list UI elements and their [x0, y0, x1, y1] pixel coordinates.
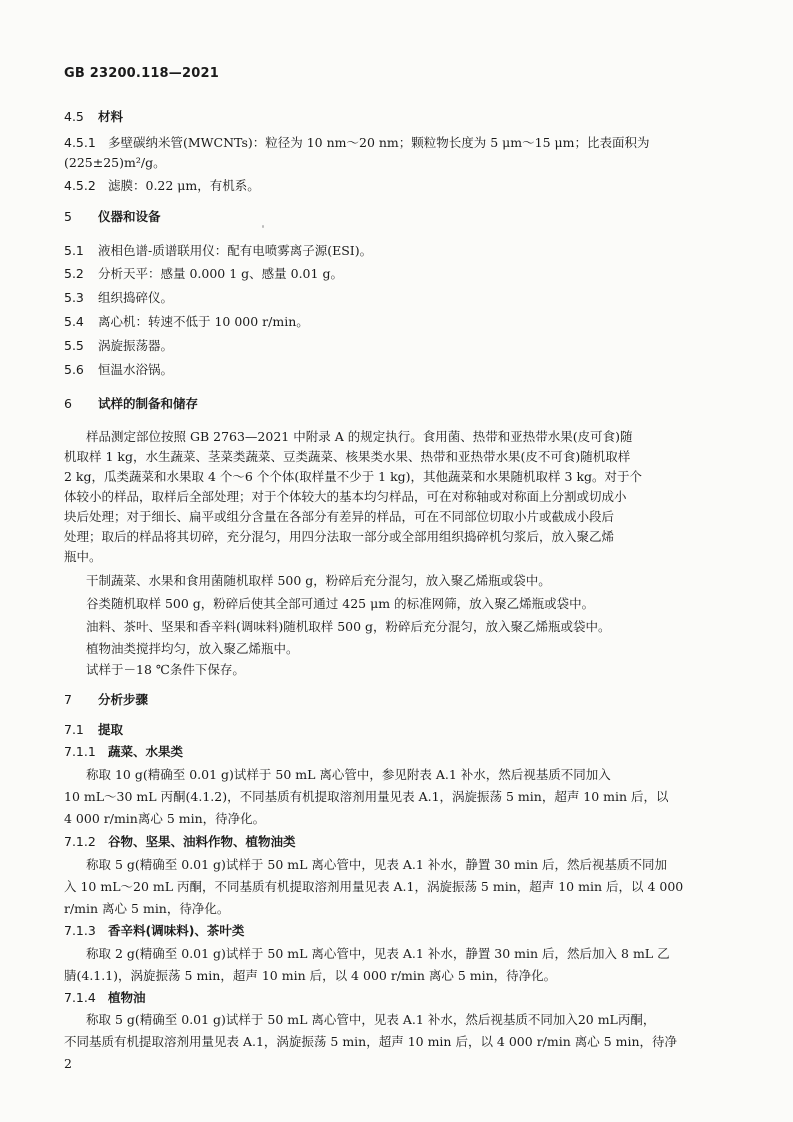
section-number: 7.1.4	[64, 990, 96, 1005]
item-5-5	[64, 336, 734, 356]
section-title: 试样的制备和储存	[98, 396, 199, 411]
paragraph-line: 油料、茶叶、坚果和香辛料(调味料)随机取样 500 g，粉碎后充分混匀，放入聚乙烯瓶或袋中。	[86, 619, 611, 634]
section-7-heading	[64, 690, 734, 710]
item-text: 离心机：转速不低于 10 000 r/min。	[98, 314, 309, 329]
item-4-5-1-cont: (225±25)m²/g。	[64, 155, 166, 170]
section-7-1-3-heading	[64, 921, 734, 941]
paragraph-line: 称取 10 g(精确至 0.01 g)试样于 50 mL 离心管中，参见附表 A.1 补水，然后视基质不同加入	[86, 767, 611, 782]
paragraph-line: 不同基质有机提取溶剂用量见表 A.1，涡旋振荡 5 min，超声 10 min 后，以 4 000 r/min 离心 5 min，待净	[64, 1034, 678, 1049]
item-number: 5.4	[64, 314, 84, 329]
section-number: 7.1.1	[64, 744, 96, 759]
section-7-1-heading	[64, 720, 734, 740]
section-title: 蔬菜、水果类	[108, 744, 184, 759]
section-4-5-heading	[64, 107, 734, 127]
section-title: 植物油	[108, 990, 146, 1005]
section-7-1-2-heading	[64, 832, 734, 852]
paragraph-line: 植物油类搅拌均匀，放入聚乙烯瓶中。	[86, 641, 299, 656]
section-number: 6	[64, 396, 72, 411]
item-5-4	[64, 312, 734, 332]
paragraph-line: 4 000 r/min离心 5 min，待净化。	[64, 811, 266, 826]
section-number: 4.5	[64, 109, 84, 124]
item-text: 涡旋振荡器。	[98, 338, 174, 353]
paragraph-line: 干制蔬菜、水果和食用菌随机取样 500 g，粉碎后充分混匀，放入聚乙烯瓶或袋中。	[86, 573, 551, 588]
item-text: 滤膜：0.22 μm，有机系。	[108, 178, 260, 193]
item-text: 分析天平：感量 0.000 1 g、感量 0.01 g。	[98, 266, 343, 281]
section-number: 7	[64, 692, 72, 707]
item-number: 5.5	[64, 338, 84, 353]
item-5-3	[64, 288, 734, 308]
paragraph-line: 2 kg，瓜类蔬菜和水果取 4 个～6 个个体(取样量不少于 1 kg)，其他蔬菜和水果随机取样 3 kg。对于个	[64, 469, 643, 484]
paragraph-line: 样品测定部位按照 GB 2763—2021 中附录 A 的规定执行。食用菌、热带和亚热带水果(皮可食)随	[86, 429, 633, 444]
paragraph-line: 瓶中。	[64, 549, 102, 564]
paragraph-line: 谷类随机取样 500 g，粉碎后使其全部可通过 425 μm 的标准网筛，放入聚乙烯瓶或袋中。	[86, 596, 595, 611]
section-number: 7.1.3	[64, 923, 96, 938]
section-number: 7.1.2	[64, 834, 96, 849]
section-title: 分析步骤	[98, 692, 149, 707]
paragraph-line: 试样于－18 ℃条件下保存。	[86, 662, 245, 677]
item-number: 5.3	[64, 290, 84, 305]
item-number: 4.5.1	[64, 135, 96, 150]
item-text: 组织捣碎仪。	[98, 290, 174, 305]
section-5-heading	[64, 207, 734, 227]
section-title: 材料	[98, 109, 124, 124]
paragraph-line: 称取 5 g(精确至 0.01 g)试样于 50 mL 离心管中，见表 A.1 补水，静置 30 min 后，然后视基质不同加	[86, 857, 668, 872]
paragraph-line: 入 10 mL～20 mL 丙酮，不同基质有机提取溶剂用量见表 A.1，涡旋振荡 5 min，超声 10 min 后，以 4 000	[64, 879, 684, 894]
item-number: 4.5.2	[64, 178, 96, 193]
scan-speck	[262, 225, 264, 228]
paragraph-line: 称取 5 g(精确至 0.01 g)试样于 50 mL 离心管中，见表 A.1 补水，然后视基质不同加入20 mL丙酮，	[86, 1012, 656, 1027]
section-6-heading	[64, 394, 734, 414]
section-title: 仪器和设备	[98, 209, 161, 224]
paragraph-line: r/min 离心 5 min，待净化。	[64, 901, 230, 916]
item-number: 5.1	[64, 243, 84, 258]
item-number: 5.6	[64, 362, 84, 377]
item-4-5-2	[64, 176, 734, 196]
item-text: 多壁碳纳米管(MWCNTs)：粒径为 10 nm～20 nm；颗粒物长度为 5 μm～15 μm；比表面积为	[108, 135, 650, 150]
section-number: 5	[64, 209, 72, 224]
page-number: 2	[64, 1056, 72, 1071]
paragraph-line: 处理；取后的样品将其切碎，充分混匀，用四分法取一部分或全部用组织捣碎机匀浆后，放入聚乙烯	[64, 529, 615, 544]
section-title: 提取	[98, 722, 124, 737]
item-text: 液相色谱-质谱联用仪：配有电喷雾离子源(ESI)。	[98, 243, 373, 258]
item-5-1	[64, 241, 734, 261]
standard-code: GB 23200.118—2021	[64, 66, 219, 81]
paragraph-line: 块后处理；对于细长、扁平或组分含量在各部分有差异的样品，可在不同部位切取小片或截成小段后	[64, 509, 615, 524]
paragraph-line: 体较小的样品，取样后全部处理；对于个体较大的基本均匀样品，可在对称轴或对称面上分割或切成小	[64, 489, 627, 504]
item-text: 恒温水浴锅。	[98, 362, 174, 377]
paragraph-line: 10 mL～30 mL 丙酮(4.1.2)，不同基质有机提取溶剂用量见表 A.1，涡旋振荡 5 min，超声 10 min 后，以	[64, 789, 669, 804]
paragraph-line: 机取样 1 kg，水生蔬菜、茎菜类蔬菜、豆类蔬菜、核果类水果、热带和亚热带水果(皮不可食)随机取样	[64, 449, 631, 464]
item-4-5-1	[64, 133, 734, 153]
item-number: 5.2	[64, 266, 84, 281]
section-7-1-1-heading	[64, 742, 734, 762]
section-title: 谷物、坚果、油料作物、植物油类	[108, 834, 296, 849]
item-5-2	[64, 264, 734, 284]
section-title: 香辛料(调味料)、茶叶类	[108, 923, 245, 938]
item-5-6	[64, 360, 734, 380]
section-number: 7.1	[64, 722, 84, 737]
section-7-1-4-heading	[64, 988, 734, 1008]
paragraph-line: 腈(4.1.1)，涡旋振荡 5 min，超声 10 min 后，以 4 000 r/min 离心 5 min，待净化。	[64, 968, 557, 983]
paragraph-line: 称取 2 g(精确至 0.01 g)试样于 50 mL 离心管中，见表 A.1 补水，静置 30 min 后，然后加入 8 mL 乙	[86, 946, 670, 961]
